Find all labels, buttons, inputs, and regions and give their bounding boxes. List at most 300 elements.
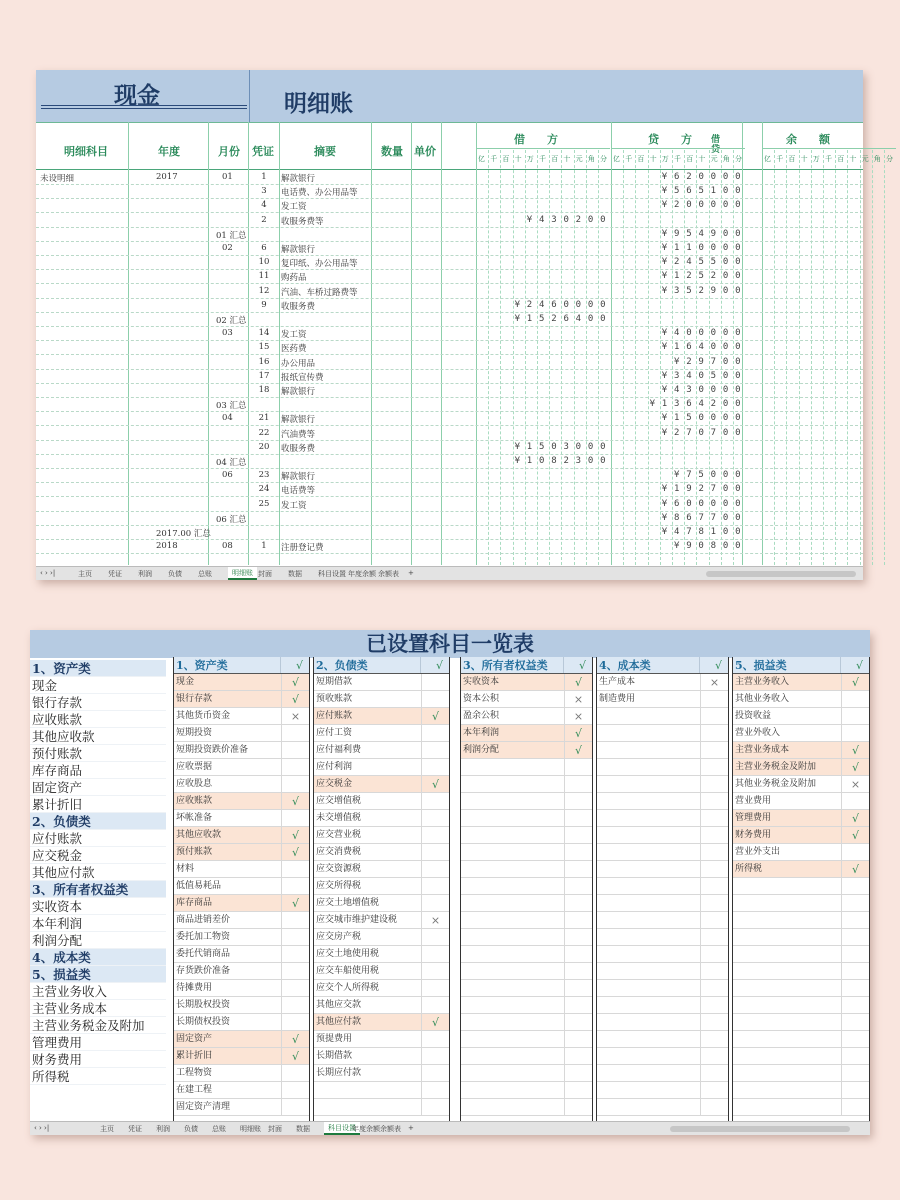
account-row[interactable] — [597, 742, 728, 759]
account-row[interactable] — [461, 759, 592, 776]
account-name: 长期股权投资 — [176, 1000, 231, 1010]
mark-cell[interactable] — [281, 1099, 309, 1115]
mark-cell[interactable] — [421, 1065, 449, 1081]
mark-cell[interactable] — [700, 759, 728, 775]
mark-cell[interactable] — [421, 844, 449, 860]
mark-cell[interactable] — [564, 980, 592, 996]
mark-cell[interactable] — [421, 963, 449, 979]
tab-sheet2-1[interactable]: 凭证 — [128, 1125, 142, 1133]
account-row[interactable] — [597, 708, 728, 725]
mark-cell[interactable] — [841, 1014, 869, 1030]
account-row[interactable] — [314, 980, 449, 997]
account-row[interactable] — [733, 708, 869, 725]
account-row[interactable] — [461, 1099, 592, 1116]
mark-cell[interactable] — [841, 929, 869, 945]
account-row[interactable] — [461, 997, 592, 1014]
account-row[interactable] — [597, 946, 728, 963]
tab-sheet2-9[interactable]: 年度余额 — [352, 1125, 380, 1133]
header-summary: 摘要 — [314, 145, 336, 158]
mark-cell[interactable] — [841, 708, 869, 724]
account-row[interactable] — [733, 793, 869, 810]
tab-nav-arrows[interactable]: ‹ › ›| — [40, 569, 56, 577]
mark-cell[interactable] — [841, 725, 869, 741]
mark-cell[interactable] — [700, 929, 728, 945]
account-row[interactable] — [461, 912, 592, 929]
account-row[interactable] — [733, 1065, 869, 1082]
account-row[interactable] — [733, 980, 869, 997]
account-row[interactable] — [174, 946, 309, 963]
mark-cell[interactable] — [421, 929, 449, 945]
account-row[interactable] — [174, 1031, 309, 1048]
mark-cell[interactable] — [281, 776, 309, 792]
check-icon[interactable]: √ — [421, 708, 449, 724]
tab-sheet1-3[interactable]: 负债 — [168, 570, 182, 578]
account-row[interactable] — [314, 1048, 449, 1065]
account-row[interactable] — [314, 759, 449, 776]
account-row[interactable] — [174, 759, 309, 776]
mark-cell[interactable] — [564, 997, 592, 1013]
mark-cell[interactable] — [700, 810, 728, 826]
credit-amount: ¥340500 — [661, 370, 748, 381]
account-row[interactable] — [314, 674, 449, 691]
tab-sheet2-7[interactable]: 数据 — [296, 1125, 310, 1133]
account-row[interactable] — [174, 878, 309, 895]
account-row[interactable] — [733, 997, 869, 1014]
tab-sheet2-10[interactable]: 余额表 — [380, 1125, 401, 1133]
cross-icon[interactable]: × — [281, 708, 309, 724]
mark-cell[interactable] — [700, 1065, 728, 1081]
account-row[interactable] — [174, 912, 309, 929]
tab-sheet1-9[interactable]: 年度余额 — [348, 570, 376, 578]
mark-cell[interactable] — [421, 1048, 449, 1064]
check-icon[interactable]: √ — [841, 759, 869, 775]
account-name: 应交营业税 — [316, 830, 362, 840]
mark-cell[interactable] — [700, 691, 728, 707]
horizontal-scrollbar[interactable] — [670, 1126, 850, 1132]
account-row[interactable] — [174, 1014, 309, 1031]
mark-cell[interactable] — [281, 912, 309, 928]
credit-amount: ¥90800 — [674, 541, 748, 552]
mark-cell[interactable] — [841, 691, 869, 707]
mark-cell[interactable] — [841, 912, 869, 928]
account-row[interactable] — [174, 708, 309, 725]
mark-cell[interactable] — [700, 725, 728, 741]
account-row[interactable] — [597, 963, 728, 980]
mark-cell[interactable] — [700, 963, 728, 979]
check-icon[interactable]: √ — [841, 827, 869, 843]
mark-cell[interactable] — [421, 895, 449, 911]
mark-cell[interactable] — [564, 946, 592, 962]
account-item: 现金 — [30, 677, 166, 694]
check-icon[interactable]: √ — [841, 861, 869, 877]
account-row[interactable] — [597, 929, 728, 946]
tab-sheet2-4[interactable]: 总账 — [212, 1125, 226, 1133]
account-row[interactable] — [597, 844, 728, 861]
account-row[interactable] — [733, 1014, 869, 1031]
account-row[interactable] — [314, 912, 449, 929]
account-row[interactable] — [314, 895, 449, 912]
account-row[interactable] — [174, 861, 309, 878]
mark-cell[interactable] — [564, 963, 592, 979]
tab-sheet2-8[interactable]: 科目设置 — [324, 1122, 360, 1135]
mark-cell[interactable] — [841, 1048, 869, 1064]
mark-cell[interactable] — [281, 1014, 309, 1030]
account-row[interactable] — [314, 1099, 449, 1116]
account-row[interactable] — [174, 980, 309, 997]
account-row[interactable] — [733, 674, 869, 691]
mark-cell[interactable] — [281, 1065, 309, 1081]
account-row[interactable] — [597, 861, 728, 878]
mark-cell[interactable] — [421, 742, 449, 758]
mark-cell[interactable] — [700, 1014, 728, 1030]
mark-cell[interactable] — [421, 827, 449, 843]
check-icon[interactable]: √ — [841, 674, 869, 690]
mark-cell[interactable] — [421, 1031, 449, 1047]
account-row[interactable] — [733, 895, 869, 912]
mark-cell[interactable] — [421, 980, 449, 996]
check-icon[interactable]: √ — [421, 776, 449, 792]
mark-cell[interactable] — [281, 963, 309, 979]
check-icon[interactable]: √ — [281, 1048, 309, 1064]
digit-label: 分 — [886, 155, 893, 163]
account-row[interactable] — [314, 776, 449, 793]
mark-cell[interactable] — [700, 776, 728, 792]
mark-cell[interactable] — [564, 827, 592, 843]
account-row[interactable] — [461, 810, 592, 827]
account-row[interactable] — [597, 725, 728, 742]
check-icon[interactable]: √ — [281, 691, 309, 707]
account-row[interactable] — [174, 1048, 309, 1065]
ledger-row — [36, 455, 863, 469]
account-row[interactable] — [733, 929, 869, 946]
account-row[interactable] — [733, 844, 869, 861]
account-row[interactable] — [597, 1065, 728, 1082]
account-row[interactable] — [461, 861, 592, 878]
mark-cell[interactable] — [281, 861, 309, 877]
account-row[interactable] — [174, 963, 309, 980]
account-row[interactable] — [733, 742, 869, 759]
account-row[interactable] — [597, 793, 728, 810]
account-row[interactable] — [461, 776, 592, 793]
account-row[interactable] — [733, 1099, 869, 1116]
account-row[interactable] — [733, 946, 869, 963]
account-row[interactable] — [314, 742, 449, 759]
mark-cell[interactable] — [841, 963, 869, 979]
account-row[interactable] — [174, 1082, 309, 1099]
tab-sheet2-5[interactable]: 明细账 — [240, 1125, 261, 1133]
check-icon[interactable]: √ — [281, 827, 309, 843]
mark-cell[interactable] — [564, 1014, 592, 1030]
mark-cell[interactable] — [564, 1099, 592, 1115]
mark-cell[interactable] — [421, 793, 449, 809]
mark-cell[interactable] — [281, 946, 309, 962]
account-row[interactable] — [597, 912, 728, 929]
account-row[interactable] — [314, 861, 449, 878]
check-icon[interactable]: √ — [281, 674, 309, 690]
mark-cell[interactable] — [281, 725, 309, 741]
account-row[interactable] — [597, 827, 728, 844]
account-row[interactable] — [174, 1099, 309, 1116]
account-row[interactable] — [733, 827, 869, 844]
account-row[interactable] — [461, 1048, 592, 1065]
account-row[interactable] — [314, 1082, 449, 1099]
tab-sheet1-6[interactable]: 封面 — [258, 570, 272, 578]
mark-cell[interactable] — [841, 895, 869, 911]
check-icon[interactable]: √ — [564, 674, 592, 690]
account-row[interactable] — [733, 776, 869, 793]
check-icon[interactable]: √ — [421, 1014, 449, 1030]
mark-cell[interactable] — [841, 1099, 869, 1115]
account-row[interactable] — [597, 810, 728, 827]
account-row[interactable] — [174, 929, 309, 946]
account-row[interactable] — [733, 861, 869, 878]
account-row[interactable] — [174, 895, 309, 912]
account-row[interactable] — [597, 1014, 728, 1031]
account-row[interactable] — [174, 725, 309, 742]
mark-cell[interactable] — [700, 997, 728, 1013]
mark-cell[interactable] — [281, 980, 309, 996]
account-row[interactable] — [597, 776, 728, 793]
mark-cell[interactable] — [564, 878, 592, 894]
check-icon[interactable]: √ — [564, 742, 592, 758]
account-row[interactable] — [461, 844, 592, 861]
mark-cell[interactable] — [564, 1082, 592, 1098]
credit-amount: ¥954900 — [661, 228, 748, 239]
mark-cell[interactable] — [281, 929, 309, 945]
account-row[interactable] — [733, 1031, 869, 1048]
account-row[interactable] — [174, 691, 309, 708]
mark-cell[interactable] — [421, 946, 449, 962]
mark-cell[interactable] — [841, 980, 869, 996]
summary-cell: 购药品 — [281, 273, 307, 284]
account-row[interactable] — [461, 1014, 592, 1031]
cross-icon[interactable]: × — [421, 912, 449, 928]
mark-cell[interactable] — [564, 912, 592, 928]
account-row[interactable] — [597, 759, 728, 776]
check-icon[interactable]: √ — [281, 844, 309, 860]
mark-cell[interactable] — [700, 827, 728, 843]
tab-sheet1-2[interactable]: 利润 — [138, 570, 152, 578]
account-row[interactable] — [733, 1048, 869, 1065]
account-row[interactable] — [733, 878, 869, 895]
mark-cell[interactable] — [421, 691, 449, 707]
account-row[interactable] — [461, 674, 592, 691]
tab-sheet1-10[interactable]: 余额表 — [378, 570, 399, 578]
account-row[interactable] — [733, 810, 869, 827]
tab-sheet1-0[interactable]: 主页 — [78, 570, 92, 578]
mark-cell[interactable] — [564, 776, 592, 792]
mark-cell[interactable] — [700, 1082, 728, 1098]
mark-cell[interactable] — [564, 895, 592, 911]
account-row[interactable] — [314, 827, 449, 844]
account-row[interactable] — [174, 997, 309, 1014]
mark-cell[interactable] — [564, 759, 592, 775]
mark-cell[interactable] — [421, 878, 449, 894]
account-row[interactable] — [314, 844, 449, 861]
mark-cell[interactable] — [564, 793, 592, 809]
account-row[interactable] — [597, 997, 728, 1014]
mark-cell[interactable] — [841, 1031, 869, 1047]
account-row[interactable] — [461, 895, 592, 912]
account-row[interactable] — [733, 725, 869, 742]
account-row[interactable] — [314, 708, 449, 725]
account-row[interactable] — [733, 963, 869, 980]
account-row[interactable] — [597, 674, 728, 691]
account-row[interactable] — [461, 1031, 592, 1048]
account-row[interactable] — [461, 725, 592, 742]
account-row[interactable] — [597, 878, 728, 895]
account-row[interactable] — [314, 963, 449, 980]
mark-cell[interactable] — [700, 878, 728, 894]
tab-sheet1-4[interactable]: 总账 — [198, 570, 212, 578]
mark-cell[interactable] — [564, 1048, 592, 1064]
account-row[interactable] — [314, 793, 449, 810]
mark-cell[interactable] — [700, 912, 728, 928]
mark-cell[interactable] — [841, 997, 869, 1013]
account-row[interactable] — [461, 827, 592, 844]
mark-cell[interactable] — [700, 1099, 728, 1115]
mark-cell[interactable] — [700, 708, 728, 724]
mark-cell[interactable] — [421, 861, 449, 877]
mark-cell[interactable] — [841, 844, 869, 860]
cross-icon[interactable]: × — [564, 691, 592, 707]
check-icon[interactable]: √ — [281, 1031, 309, 1047]
mark-cell[interactable] — [564, 929, 592, 945]
mark-cell[interactable] — [281, 759, 309, 775]
horizontal-scrollbar[interactable] — [706, 571, 856, 577]
account-row[interactable] — [314, 878, 449, 895]
mark-cell[interactable] — [281, 878, 309, 894]
mark-cell[interactable] — [700, 742, 728, 758]
mark-cell[interactable] — [421, 997, 449, 1013]
account-row[interactable] — [733, 759, 869, 776]
account-row[interactable] — [314, 725, 449, 742]
account-row[interactable] — [461, 708, 592, 725]
mark-cell[interactable] — [700, 946, 728, 962]
account-row[interactable] — [597, 691, 728, 708]
mark-cell[interactable] — [841, 946, 869, 962]
check-icon[interactable]: √ — [841, 742, 869, 758]
column-header-label: 3、所有者权益类 — [463, 659, 548, 672]
mark-cell[interactable] — [700, 980, 728, 996]
mark-cell[interactable] — [421, 759, 449, 775]
mark-cell[interactable] — [421, 810, 449, 826]
account-row[interactable] — [174, 674, 309, 691]
account-row[interactable] — [461, 963, 592, 980]
account-row[interactable] — [314, 946, 449, 963]
tab-sheet1-8[interactable]: 科目设置 — [318, 570, 346, 578]
mark-cell[interactable] — [564, 844, 592, 860]
account-row[interactable] — [314, 997, 449, 1014]
mark-cell[interactable] — [841, 1065, 869, 1081]
tab-sheet1-1[interactable]: 凭证 — [108, 570, 122, 578]
account-row[interactable] — [597, 895, 728, 912]
mark-cell[interactable] — [700, 793, 728, 809]
account-row[interactable] — [174, 742, 309, 759]
account-row[interactable] — [314, 1065, 449, 1082]
mark-cell[interactable] — [281, 997, 309, 1013]
mark-cell[interactable] — [421, 1082, 449, 1098]
mark-cell[interactable] — [281, 742, 309, 758]
account-row[interactable] — [461, 929, 592, 946]
tab-sheet2-3[interactable]: 负债 — [184, 1125, 198, 1133]
account-row[interactable] — [314, 929, 449, 946]
cross-icon[interactable]: × — [700, 674, 728, 690]
check-icon[interactable]: √ — [281, 793, 309, 809]
cross-icon[interactable]: × — [841, 776, 869, 792]
account-row[interactable] — [597, 1031, 728, 1048]
mark-cell[interactable] — [281, 1082, 309, 1098]
mark-cell[interactable] — [564, 861, 592, 877]
account-row[interactable] — [461, 980, 592, 997]
account-row[interactable] — [733, 691, 869, 708]
mark-cell[interactable] — [841, 793, 869, 809]
account-row[interactable] — [597, 980, 728, 997]
account-row[interactable] — [597, 1099, 728, 1116]
mark-cell[interactable] — [421, 674, 449, 690]
mark-cell[interactable] — [564, 1065, 592, 1081]
account-row[interactable] — [461, 946, 592, 963]
mark-cell[interactable] — [700, 844, 728, 860]
tab-sheet1-7[interactable]: 数据 — [288, 570, 302, 578]
mark-cell[interactable] — [564, 810, 592, 826]
account-row[interactable] — [461, 793, 592, 810]
account-row[interactable] — [733, 912, 869, 929]
mark-cell[interactable] — [700, 1031, 728, 1047]
account-row[interactable] — [174, 844, 309, 861]
mark-cell[interactable] — [841, 878, 869, 894]
tab-sheet2-11[interactable]: + — [408, 1124, 414, 1132]
account-row[interactable] — [314, 1014, 449, 1031]
account-row[interactable] — [174, 793, 309, 810]
mark-cell[interactable] — [421, 1099, 449, 1115]
account-row[interactable] — [597, 1048, 728, 1065]
tab-sheet1-5[interactable]: 明细账 — [228, 567, 257, 580]
account-row[interactable] — [314, 810, 449, 827]
account-row[interactable] — [461, 1082, 592, 1099]
account-row[interactable] — [314, 1031, 449, 1048]
tab-sheet1-11[interactable]: + — [408, 569, 414, 577]
check-icon[interactable]: √ — [841, 810, 869, 826]
tab-sheet2-2[interactable]: 利润 — [156, 1125, 170, 1133]
account-row[interactable] — [314, 691, 449, 708]
mark-cell[interactable] — [841, 1082, 869, 1098]
cross-icon[interactable]: × — [564, 708, 592, 724]
mark-cell[interactable] — [700, 895, 728, 911]
tab-sheet2-0[interactable]: 主页 — [100, 1125, 114, 1133]
account-row[interactable] — [597, 1082, 728, 1099]
account-name: 其他业务税金及附加 — [735, 779, 817, 789]
mark-cell[interactable] — [700, 1048, 728, 1064]
mark-cell[interactable] — [281, 810, 309, 826]
mark-cell[interactable] — [564, 1031, 592, 1047]
check-icon[interactable]: √ — [281, 895, 309, 911]
account-row[interactable] — [733, 1082, 869, 1099]
account-row[interactable] — [174, 776, 309, 793]
account-row[interactable] — [461, 878, 592, 895]
account-row[interactable] — [174, 1065, 309, 1082]
account-row[interactable] — [461, 1065, 592, 1082]
tab-nav-arrows[interactable]: ‹ › ›| — [34, 1124, 50, 1132]
account-row[interactable] — [461, 691, 592, 708]
account-row[interactable] — [461, 742, 592, 759]
mark-cell[interactable] — [421, 725, 449, 741]
account-row[interactable] — [174, 810, 309, 827]
check-icon[interactable]: √ — [564, 725, 592, 741]
tab-sheet2-6[interactable]: 封面 — [268, 1125, 282, 1133]
mark-cell[interactable] — [700, 861, 728, 877]
account-row[interactable] — [174, 827, 309, 844]
